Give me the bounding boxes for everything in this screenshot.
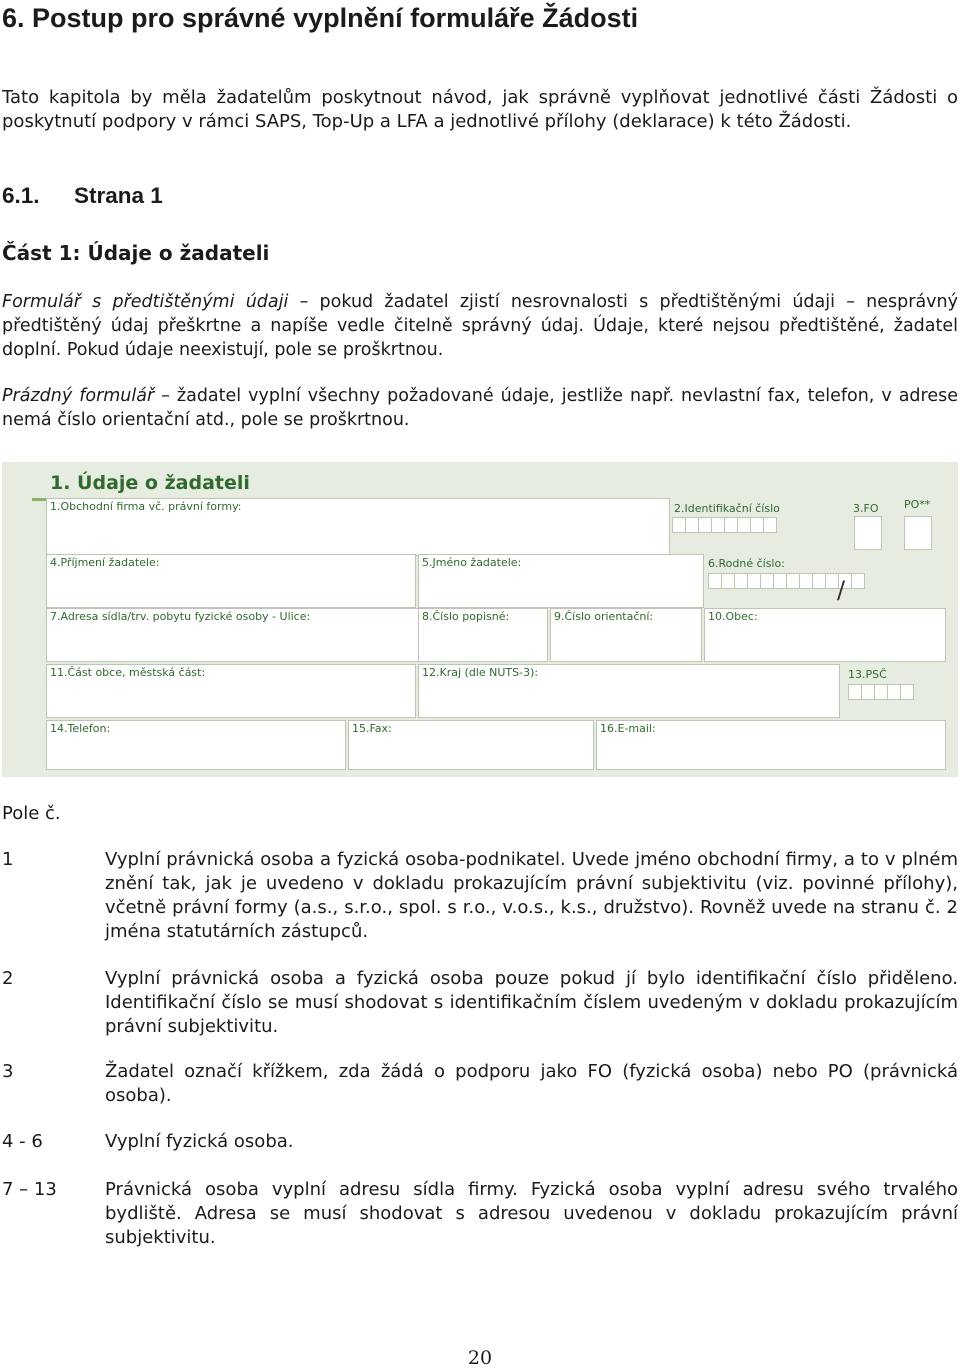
id-number-cells	[672, 517, 776, 533]
field-label: 12.Kraj (dle NUTS-3):	[422, 666, 539, 679]
field-orientation-number	[550, 608, 702, 662]
field-label-birth-number: 6.Rodné číslo:	[708, 557, 785, 570]
birth-number-slash: /	[837, 576, 846, 604]
field-label: 4.Příjmení žadatele:	[50, 556, 160, 569]
prefilled-form-paragraph	[2, 290, 958, 362]
field-label: 7.Adresa sídla/trv. pobytu fyzické osoby - Ulice:	[50, 610, 311, 623]
item-text: Žadatel označí křížkem, zda žádá o podporu jako FO (fyzická osoba) nebo PO (právnická osoba).	[105, 1061, 958, 1106]
item-text: Právnická osoba vyplní adresu sídla firmy. Fyzická osoba vyplní adresu svého trvalého bydliště. Adresa se musí shodovat s adresou uvedenou v dokladu prokazujícím právní subjektivitu.	[105, 1179, 958, 1248]
form-header	[32, 468, 268, 501]
field-label-postcode: 13.PSČ	[848, 668, 887, 681]
page-number: 20	[467, 1347, 493, 1369]
field-house-number	[418, 608, 548, 662]
field-label: 16.E-mail:	[600, 722, 656, 735]
checkbox-fo	[854, 516, 882, 550]
page-heading: 6. Postup pro správné vyplnění formuláře Žádosti	[2, 3, 639, 33]
empty-form-text: – žadatel vyplní všechny požadované údaje, jestliže např. nevlastní fax, telefon, v adrese nemá číslo orientační atd., pole se proškrtnou.	[2, 386, 958, 430]
field-label: 10.Obec:	[708, 610, 758, 623]
item-number: 4 - 6	[2, 1131, 43, 1152]
item-number: 3	[2, 1061, 14, 1082]
item-text: Vyplní fyzická osoba.	[105, 1131, 294, 1152]
field-phone	[46, 720, 346, 770]
field-number-label: Pole č.	[2, 803, 61, 824]
intro-paragraph: Tato kapitola by měla žadatelům poskytnout návod, jak správně vyplňovat jednotlivé části Žádosti o poskytnutí podpory v rámci SAPS, Top-Up a LFA a jednotlivé přílohy (deklarace) k této Žádosti.	[2, 87, 958, 132]
section-title: Strana 1	[74, 183, 163, 208]
field-label: 9.Číslo orientační:	[554, 610, 654, 623]
field-label-po: PO**	[904, 498, 931, 511]
postcode-cells	[848, 684, 913, 700]
prefilled-form-label: Formulář s předtištěnými údaji	[2, 292, 289, 312]
section-number: 6.1.	[2, 183, 40, 208]
checkbox-po	[904, 516, 932, 550]
item-number: 1	[2, 849, 14, 870]
field-label: 8.Číslo popisné:	[422, 610, 510, 623]
section-heading	[2, 181, 163, 211]
field-label: 14.Telefon:	[50, 722, 111, 735]
empty-form-label: Prázdný formulář	[2, 386, 155, 406]
field-municipality	[704, 608, 946, 662]
field-label: 15.Fax:	[352, 722, 392, 735]
empty-form-paragraph	[2, 384, 958, 432]
field-surname	[46, 554, 416, 608]
subsection-heading: Část 1: Údaje o žadateli	[2, 241, 270, 265]
field-region	[418, 664, 840, 718]
item-text: Vyplní právnická osoba a fyzická osoba pouze pokud jí bylo identifikační číslo přiděleno. Identifikační číslo se musí shodovat s identifikačním číslem uvedeným v dokladu prokazujícím právní subjektivitu.	[105, 968, 958, 1037]
field-label-id-number: 2.Identifikační číslo	[674, 502, 780, 515]
field-email	[596, 720, 946, 770]
field-fax	[348, 720, 594, 770]
field-label: 5.Jméno žadatele:	[422, 556, 522, 569]
item-text: Vyplní právnická osoba a fyzická osoba-podnikatel. Uvede jméno obchodní firmy, a to v plném znění tak, jak je uvedeno v dokladu prokazujícím právní subjektivitu (viz. povinné přílohy), včetně právní formy (a.s., s.r.o., spol. s r.o., v.o.s., k.s., družstvo). Rovněž uvede na stranu č. 2 jména statutárních zástupců.	[105, 849, 958, 942]
field-business-name	[46, 498, 670, 556]
applicant-form-image	[2, 462, 958, 777]
item-number: 2	[2, 968, 14, 989]
field-label: 1.Obchodní firma vč. právní formy:	[50, 500, 242, 513]
item-number: 7 – 13	[2, 1179, 57, 1200]
field-label: 11.Část obce, městská část:	[50, 666, 206, 679]
field-first-name	[418, 554, 704, 608]
field-district	[46, 664, 416, 718]
prefilled-form-text: – pokud žadatel zjistí nesrovnalosti s předtištěnými údaji – nesprávný předtištěný údaj přeškrtne a napíše vedle čitelně správný údaj. Údaje, které nejsou předtištěné, žadatel doplní. Pokud údaje neexistují, pole se proškrtnou.	[2, 292, 958, 360]
field-label-fo: 3.FO	[853, 502, 879, 515]
form-title: 1. Údaje o žadateli	[50, 472, 250, 494]
